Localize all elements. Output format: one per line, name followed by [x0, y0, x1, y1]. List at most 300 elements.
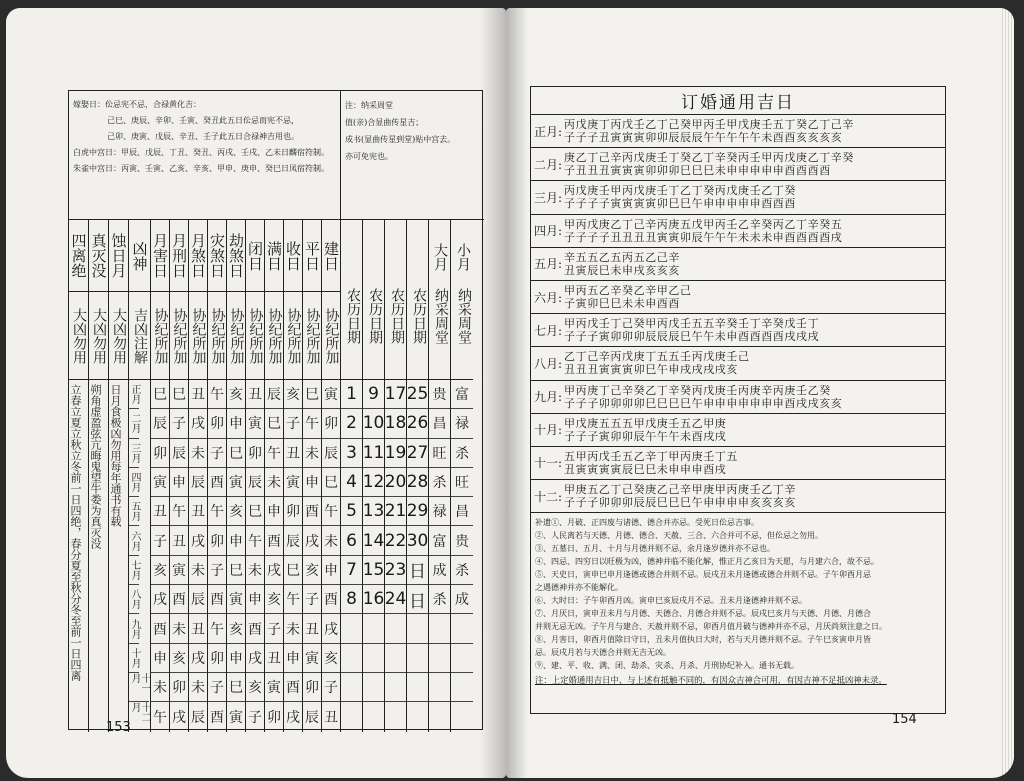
- table-cell: 九月: [129, 614, 139, 643]
- table-column: [69, 220, 89, 732]
- table-cell: 戌: [322, 614, 340, 643]
- table-cell: 十一月: [129, 673, 149, 702]
- month-label: 正月:: [534, 124, 563, 139]
- table-cell: 24: [385, 585, 406, 614]
- month-row: [531, 347, 945, 380]
- table-cell: 戌: [151, 585, 169, 614]
- table-cell: 子: [322, 673, 340, 702]
- ganzhi-stems: 庚乙丁己辛丙戊庚壬丁癸乙丁辛癸丙壬甲丙戊庚乙丁辛癸: [564, 151, 854, 165]
- month-row: [531, 281, 945, 314]
- table-cell: 子: [303, 585, 321, 614]
- table-cell: [341, 614, 362, 643]
- table-cell: 辰: [170, 439, 188, 468]
- column-subheader: 协纪所加: [284, 292, 302, 380]
- column-subheader: 协纪所加: [208, 292, 226, 380]
- table-cell: 酉: [170, 585, 188, 614]
- page-title: 订婚通用吉日: [531, 87, 945, 115]
- column-header: [363, 220, 384, 380]
- table-cell: 未: [303, 439, 321, 468]
- table-cell: 18: [385, 409, 406, 438]
- month-label: 三月:: [534, 190, 563, 205]
- table-cell: 15: [363, 556, 384, 585]
- table-cell: 7: [341, 556, 362, 585]
- table-column: [89, 220, 109, 732]
- table-cell: 午: [208, 614, 226, 643]
- table-cell: 卯: [284, 497, 302, 526]
- note-line: 嫁娶日：伀忌宪不忌，合禄黄化吉：: [73, 100, 201, 109]
- column-subheader: 协纪所加: [265, 292, 283, 380]
- table-cell: 七月: [129, 556, 139, 585]
- column-cells: [129, 380, 150, 732]
- month-label: 五月:: [534, 257, 563, 272]
- table-cell: [341, 702, 362, 731]
- table-cell: 子: [151, 526, 169, 555]
- ganzhi-branches: 丑丑丑寅寅寅卯巳午申戌戌戌戌亥: [564, 363, 738, 377]
- table-cell: 亥: [151, 556, 169, 585]
- table-cell: 富: [429, 526, 450, 555]
- table-cell: 五月: [129, 497, 139, 526]
- table-cell: 六月: [129, 526, 139, 555]
- table-cell: 戌: [189, 526, 207, 555]
- note-line: 成书(显曲传星到堂)贴中宫去。: [345, 135, 456, 144]
- ganzhi-branches: 子子子寅卯卯卯辰辰辰巳午午未申酉酉酉酉戌戌戌: [564, 330, 820, 344]
- note-line: 值(亲)合显曲传星吉；: [345, 118, 424, 127]
- note-line: 白虎中宫日：甲辰、戊辰、丁丑、癸丑、丙戌、壬戌、乙未日麟宿符制。: [73, 148, 329, 157]
- table-cell: 1: [341, 380, 362, 409]
- table-cell: 午: [265, 439, 283, 468]
- table-cell: 未: [189, 556, 207, 585]
- month-row: [531, 248, 945, 281]
- column-subheader: 大凶勿用: [89, 292, 108, 380]
- table-cell: 酉: [322, 585, 340, 614]
- ganzhi-days: [564, 184, 796, 210]
- month-list: [531, 115, 945, 513]
- table-cell: 杀: [429, 468, 450, 497]
- page-edges: [1002, 8, 1014, 778]
- table-cell: [407, 644, 428, 673]
- table-cell: 亥: [303, 556, 321, 585]
- note-line: ⑥、大时日：子午卯酉月凶。寅申巳亥辰戌月不忌。丑未月逢德神并则不忌。: [535, 596, 807, 606]
- auspicious-days-frame: [530, 86, 946, 714]
- note-line: ⑤、天史日，寅申巳申月逢德或德合并则不忌。辰戌丑未月逢德或德合并则不忌。子午卯酉月忌: [535, 570, 871, 580]
- ganzhi-stems: 五甲丙戊壬五乙辛丁甲丙庚壬丁五: [564, 449, 738, 463]
- table-cell: 28: [407, 468, 428, 497]
- month-row: [531, 181, 945, 214]
- column-header: 蚀日月: [109, 220, 128, 292]
- table-cell: [385, 702, 406, 731]
- table-cell: 辰: [151, 409, 169, 438]
- note-line: 己卯、庚寅、戊辰、辛丑、壬子此五日合禄神吉用也。: [107, 132, 299, 141]
- table-cell: 17: [385, 380, 406, 409]
- table-column: [385, 220, 407, 732]
- table-cell: 午: [322, 497, 340, 526]
- month-size-label: 大月: [432, 243, 448, 271]
- note-line: ②、人民离若与天德、月德、德合、天赦、三合、六合并可不忌，但伀忌之勿用。: [535, 531, 823, 541]
- table-cell: 辰: [191, 709, 205, 726]
- table-cell: 杀: [429, 585, 450, 614]
- table-cell: [341, 644, 362, 673]
- table-cell: 亥: [227, 614, 245, 643]
- column-header: 劫煞日: [227, 220, 245, 292]
- table-cell: 未: [265, 468, 283, 497]
- table-cell: 巳: [227, 556, 245, 585]
- column-subheader: 协纪所加: [246, 292, 264, 380]
- table-cell: 丑: [303, 614, 321, 643]
- table-column: [129, 220, 151, 732]
- column-header: [407, 220, 428, 380]
- table-cell: 21: [385, 497, 406, 526]
- table-cell: 富: [451, 380, 473, 409]
- marriage-notes: [69, 91, 341, 219]
- table-cell: 子: [265, 614, 283, 643]
- column-header: 月害日: [151, 220, 169, 292]
- table-cell: 巳: [227, 673, 245, 702]
- table-cell: 亥: [322, 644, 340, 673]
- month-row: [531, 314, 945, 347]
- ganzhi-branches: 子子子子丑丑丑丑寅寅卯辰午午午未未未申酉酉酉酉戌: [564, 230, 843, 244]
- table-cell: 6: [341, 526, 362, 555]
- month-label: 二月:: [534, 157, 563, 172]
- table-column: [265, 220, 284, 732]
- table-cell: 申: [170, 468, 188, 497]
- left-page: [6, 8, 506, 778]
- table-cell: 19: [385, 439, 406, 468]
- table-cell: 申: [284, 644, 302, 673]
- table-cell: 16: [363, 585, 384, 614]
- table-cell: 寅: [246, 409, 264, 438]
- ganzhi-stems: 甲丙庚丁己辛癸乙丁辛癸丙戊庚壬丙庚辛丙庚壬乙癸: [564, 383, 831, 397]
- table-cell: 8: [341, 585, 362, 614]
- table-cell: 巳: [284, 556, 302, 585]
- table-cell: 禄: [451, 409, 473, 438]
- table-cell: [451, 614, 473, 643]
- table-cell: 2: [341, 409, 362, 438]
- table-cell: 丑: [151, 497, 169, 526]
- table-cell: 子: [208, 673, 226, 702]
- table-cell: 12: [363, 468, 384, 497]
- table-cell: 亥: [284, 380, 302, 409]
- ganzhi-stems: 丙戊庚丁丙戊壬乙丁己癸甲丙壬甲戊庚壬五丁癸乙丁己辛: [564, 118, 854, 132]
- table-cell: 子: [208, 439, 226, 468]
- column-subheader: 吉凶注解: [129, 292, 150, 380]
- month-row: [531, 414, 945, 447]
- table-cell: 巳: [170, 380, 188, 409]
- supplement-notes: [531, 513, 945, 690]
- table-cell: [363, 673, 384, 702]
- table-cell: 午: [208, 497, 226, 526]
- table-cell: 四月: [129, 468, 139, 497]
- table-cell: 辰: [284, 526, 302, 555]
- table-column: [109, 220, 129, 732]
- column-subheader: 协纪所加: [151, 292, 169, 380]
- ganzhi-branches: 子寅卯巳巳未未申酉酉: [564, 297, 680, 311]
- note-line: ⑨、建、平、收、满、闭、劫杀、灾杀、月杀、月刑协纪补入。通书无载。: [535, 661, 799, 671]
- column-subheader: 大凶勿用: [109, 292, 128, 380]
- column-header-label: 纳采周堂: [433, 288, 449, 344]
- table-cell: 巳: [303, 380, 321, 409]
- ganzhi-stems: 甲戊庚五五五甲戊庚壬五乙甲庚: [564, 416, 727, 430]
- table-cell: 10: [363, 409, 384, 438]
- table-cell: [363, 702, 384, 731]
- column-cells: [303, 380, 321, 732]
- month-label: 七月:: [534, 323, 563, 338]
- ganzhi-stems: 辛五五乙五丙五乙己辛: [564, 250, 680, 264]
- table-cell: 寅: [227, 585, 245, 614]
- page-number: 153: [106, 720, 131, 735]
- table-cell: 日: [407, 556, 428, 585]
- column-note: 朔角虚盈弦亢晦鬼望牛娄为真灭没: [89, 384, 102, 549]
- table-cell: 八月: [129, 585, 139, 614]
- table-cell: [385, 644, 406, 673]
- column-cells: [451, 380, 473, 732]
- table-cell: 酉: [151, 614, 169, 643]
- note-line: 朱雀中宫日：丙寅、壬寅、乙亥、辛亥、甲申、庚申、癸巳日凤宿符制。: [73, 164, 329, 173]
- table-column: [227, 220, 246, 732]
- month-label: 十二:: [534, 489, 563, 504]
- table-cell: 辰: [246, 468, 264, 497]
- table-cell: 未: [189, 439, 207, 468]
- column-header: 凶神: [129, 220, 150, 292]
- table-cell: 3: [341, 439, 362, 468]
- table-cell: 未: [322, 526, 340, 555]
- table-cell: 十二月: [129, 702, 150, 723]
- column-cells: [208, 380, 226, 732]
- table-cell: 卯: [246, 439, 264, 468]
- table-cell: 寅: [322, 380, 340, 409]
- table-cell: 寅: [151, 468, 169, 497]
- note-line: 己巳、庚辰、辛卯、壬寅、癸丑此五日伀忌而宪不忌，: [107, 116, 299, 125]
- table-cell: 亥: [265, 585, 283, 614]
- table-cell: 未: [189, 673, 207, 702]
- note-line: 并则无忌无凶。子午月与建合、天赦并则不忌，卯酉月值月破与德神并亦不忌，月厌尚须注意之日。: [535, 622, 887, 632]
- table-column: [189, 220, 208, 732]
- gutter-shadow: [506, 8, 528, 778]
- table-cell: 午: [208, 380, 226, 409]
- table-cell: 辰: [305, 709, 319, 726]
- ganzhi-branches: 子子子丑寅寅寅卯卯辰辰辰午午午午午未酉酉亥亥亥亥: [564, 131, 843, 145]
- table-cell: 戌: [265, 556, 283, 585]
- column-cells: [189, 380, 207, 732]
- table-cell: 午: [303, 409, 321, 438]
- column-cells: [151, 380, 169, 732]
- table-cell: 14: [363, 526, 384, 555]
- column-note: 日月食极凶勿用每年通书有载: [109, 384, 122, 527]
- table-cell: 寅: [229, 709, 243, 726]
- note-line: 之遇德神并亦不能解化。: [535, 583, 623, 593]
- right-page: [506, 8, 1014, 778]
- table-cell: 午: [170, 497, 188, 526]
- column-subheader: 协纪所加: [227, 292, 245, 380]
- table-cell: 申: [227, 644, 245, 673]
- ganzhi-days: [564, 118, 854, 144]
- column-header: [451, 220, 473, 380]
- table-column: [284, 220, 303, 732]
- column-header: 灾煞日: [208, 220, 226, 292]
- column-header: 平日: [303, 220, 321, 292]
- table-cell: 戌: [189, 644, 207, 673]
- ganzhi-days: [564, 450, 738, 476]
- table-cell: 辰: [265, 380, 283, 409]
- table-cell: 巳: [227, 439, 245, 468]
- note-line: 补遗①、月破、正四废与诸德、德合并亦忌。受死日伀忌吉事。: [535, 518, 759, 528]
- column-cells: [227, 380, 245, 732]
- ganzhi-stems: 丙戊庚壬甲丙戊庚壬丁乙丁癸丙戊庚壬乙丁癸: [564, 184, 796, 198]
- table-cell: 亥: [227, 380, 245, 409]
- table-cell: 旺: [429, 439, 450, 468]
- ganzhi-stems: 甲丙戊庚乙丁己辛丙庚五戊甲丙壬乙辛癸丙乙丁辛癸五: [564, 217, 843, 231]
- table-column: [363, 220, 385, 732]
- note-line: 注：纳采周堂: [345, 101, 393, 110]
- column-cells: [341, 380, 362, 732]
- table-cell: [407, 673, 428, 702]
- column-header: 月刑日: [170, 220, 188, 292]
- note-line: ③、五墓日、五月、十月与月德并则不忌，余月逢岁德并亦不忌也。: [535, 544, 775, 554]
- table-column: [208, 220, 227, 732]
- ganzhi-branches: 丑寅辰巳未申戌亥亥亥: [564, 263, 680, 277]
- column-cells: [246, 380, 264, 732]
- table-cell: 申: [322, 556, 340, 585]
- ganzhi-branches: 子子子卯卯卯卯巳巳巳巳午申申申申申申申酉戌戌亥亥: [564, 396, 843, 410]
- table-cell: 贵: [451, 526, 473, 555]
- ganzhi-branches: 丑寅寅寅寅辰巳巳未申申申酉戌: [564, 462, 727, 476]
- table-cell: 子: [208, 556, 226, 585]
- table-cell: 昌: [429, 409, 450, 438]
- ganzhi-days: [564, 317, 819, 343]
- table-cell: 巳: [246, 497, 264, 526]
- column-header: [429, 220, 450, 380]
- column-header: 满日: [265, 220, 283, 292]
- table-cell: 寅: [227, 468, 245, 497]
- ganzhi-stems: 甲庚五乙丁己癸庚乙己辛甲庚甲丙庚壬乙丁辛: [564, 483, 796, 497]
- table-cell: [407, 614, 428, 643]
- table-cell: 三月: [129, 439, 139, 468]
- ganzhi-days: [564, 384, 842, 410]
- month-row: [531, 480, 945, 513]
- column-cells: [265, 380, 283, 732]
- table-cell: 27: [407, 439, 428, 468]
- note-line: 忌。辰戌月若与天德合并则无吉无凶。: [535, 648, 671, 658]
- table-cell: 子: [284, 409, 302, 438]
- table-cell: 卯: [303, 673, 321, 702]
- note-line: ⑦、月厌日，寅申丑未月与月德、天德合、月德合并则不忌。辰戌巳亥月与天德、月德、月德合: [535, 609, 871, 619]
- table-cell: 丑: [170, 526, 188, 555]
- month-label: 十一:: [534, 456, 563, 471]
- table-cell: 成: [451, 585, 473, 614]
- table-column: [451, 220, 473, 732]
- table-cell: 辰: [189, 468, 207, 497]
- table-cell: 卯: [322, 409, 340, 438]
- column-header-label: 纳采周堂: [456, 288, 472, 344]
- table-cell: 戌: [303, 526, 321, 555]
- ganzhi-days: [564, 218, 842, 244]
- column-cells: [69, 380, 88, 732]
- almanac-table-frame: [68, 90, 483, 730]
- table-cell: 戌: [246, 644, 264, 673]
- table-cell: 5: [341, 497, 362, 526]
- table-cell: 申: [227, 526, 245, 555]
- column-cells: [385, 380, 406, 732]
- table-cell: [385, 673, 406, 702]
- ganzhi-days: [564, 151, 854, 177]
- note-line: ⑧、月害日，卯酉月值除日守日，丑未月值执日大时，若与天月德并则不忌。子午巳亥寅申月皆: [535, 635, 871, 645]
- table-column: [303, 220, 322, 732]
- page-number: 154: [892, 712, 917, 727]
- table-cell: 未: [284, 614, 302, 643]
- column-cells: [429, 380, 450, 732]
- table-cell: 巳: [322, 468, 340, 497]
- month-label: 四月:: [534, 224, 563, 239]
- table-cell: 丑: [265, 644, 283, 673]
- table-cell: 29: [407, 497, 428, 526]
- table-cell: 卯: [208, 409, 226, 438]
- column-subheader: 协纪所加: [303, 292, 321, 380]
- column-header: 建日: [322, 220, 340, 292]
- month-row: [531, 215, 945, 248]
- ganzhi-stems: 甲丙五乙辛癸乙辛甲乙己: [564, 284, 692, 298]
- column-header-label: 农历日期: [411, 288, 427, 344]
- table-cell: 申: [151, 644, 169, 673]
- table-cell: 丑: [284, 439, 302, 468]
- column-header: 四离绝: [69, 220, 88, 292]
- table-column: [170, 220, 189, 732]
- table-cell: 25: [407, 380, 428, 409]
- table-cell: 酉: [246, 614, 264, 643]
- table-cell: 申: [303, 468, 321, 497]
- column-subheader: 大凶勿用: [69, 292, 88, 380]
- table-cell: 杀: [451, 556, 473, 585]
- gutter-shadow: [480, 8, 506, 778]
- ganzhi-branches: 子子子卯卯卯辰辰巳巳巳午申申申申亥亥亥亥: [564, 496, 796, 510]
- table-cell: 午: [284, 585, 302, 614]
- table-cell: 20: [385, 468, 406, 497]
- table-cell: 11: [363, 439, 384, 468]
- table-column: [407, 220, 429, 732]
- table-cell: 巳: [265, 409, 283, 438]
- column-cells: [89, 380, 108, 732]
- table-cell: 22: [385, 526, 406, 555]
- table-cell: 戌: [172, 709, 186, 726]
- month-row: [531, 115, 945, 148]
- table-cell: [385, 614, 406, 643]
- ganzhi-branches: 子子子寅卯卯辰午午午未酉戌戌: [564, 429, 727, 443]
- table-cell: 二月: [129, 409, 139, 438]
- note-line: ④、四忌、四穷日以旺极为凶，德神并临不能化解，惟正月乙亥日为天愿，与月建六合，故不忌。: [535, 557, 879, 567]
- table-cell: 申: [246, 585, 264, 614]
- column-header: 收日: [284, 220, 302, 292]
- table-cell: 成: [429, 556, 450, 585]
- column-header: 闭日: [246, 220, 264, 292]
- ganzhi-days: [564, 251, 680, 277]
- ganzhi-days: [564, 350, 750, 376]
- table-cell: 子: [170, 409, 188, 438]
- table-cell: 4: [341, 468, 362, 497]
- column-cells: [284, 380, 302, 732]
- table-column: [322, 220, 341, 732]
- table-cell: 十月: [129, 644, 139, 673]
- table-column: [246, 220, 265, 732]
- table-cell: 卯: [151, 439, 169, 468]
- table-cell: 午: [153, 709, 167, 726]
- table-cell: 23: [385, 556, 406, 585]
- table-cell: 酉: [208, 468, 226, 497]
- table-cell: 丑: [246, 380, 264, 409]
- ganzhi-days: [564, 284, 692, 310]
- month-row: [531, 447, 945, 480]
- month-size-label: 小月: [455, 243, 471, 271]
- footnote: 注：上定婚通用吉日中、与上述有抵触不同的，有因众吉神合可用，有因吉神不足抵凶神未录。: [535, 675, 887, 686]
- ganzhi-branches: 子子子子寅寅寅寅卯巳巳午申申申申申酉酉酉: [564, 197, 796, 211]
- table-cell: 寅: [284, 468, 302, 497]
